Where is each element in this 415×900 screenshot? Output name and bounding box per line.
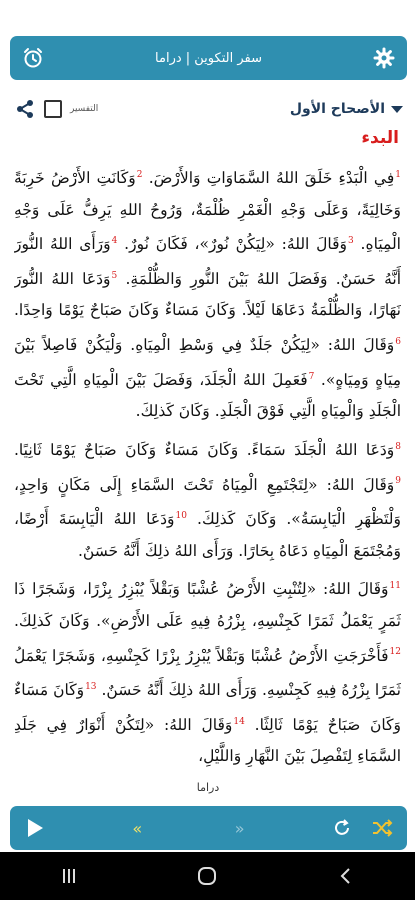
chapter-text	[14, 160, 401, 782]
verse-text: وَدَعَا اللهُ الْجَلَدَ سَمَاءً. وَكَانَ مَسَاءٌ وَكَانَ صَبَاحٌ يَوْمًا ثَانِيًا.	[14, 440, 395, 459]
verse-text: وَقَالَ اللهُ: «لِيَكُنْ نُورٌ»، فَكَانَ نُورٌ.	[117, 235, 348, 254]
verse-number: 4	[111, 236, 118, 247]
tafseer-checkbox[interactable]	[44, 100, 62, 118]
tafseer-label: التفسير	[70, 104, 99, 114]
recent-apps-icon[interactable]	[57, 864, 81, 888]
verse-number: 3	[348, 236, 354, 247]
repeat-icon[interactable]	[329, 815, 355, 841]
verse-number: 9	[395, 476, 401, 487]
verse-text: فَعَمِلَ اللهُ الْجَلَدَ، وَفَصَلَ بَيْنَ الْمِيَاهِ الَّتِي تَحْتَ الْجَلَدِ وَالْمِيَاهِ الَّتِي فَوْقَ الْجَلَدِ. وَكَانَ كَذلِكَ.	[14, 370, 401, 421]
chapter-row	[10, 92, 407, 126]
verse[interactable]	[142, 169, 401, 187]
home-icon[interactable]	[195, 864, 219, 888]
play-icon[interactable]	[22, 815, 48, 841]
gear-icon[interactable]	[373, 47, 395, 69]
chevron-down-icon	[391, 106, 403, 113]
audio-player-bar	[10, 806, 407, 850]
verse-number: 11	[389, 581, 401, 592]
verse-number: 7	[308, 371, 315, 382]
verse-number: 8	[395, 441, 401, 452]
verse[interactable]	[117, 235, 353, 253]
verse-number: 10	[175, 511, 187, 522]
verse-text: وَكَانَتِ الأَرْضُ خَرِبَةً وَخَالِيَةً، وَعَلَى وَجْهِ الْغَمْرِ ظُلْمَةٌ، وَرُوحُ اللهِ يَرِفُّ عَلَى وَجْهِ الْمِيَاهِ.	[14, 169, 401, 254]
verse-number: 12	[389, 647, 401, 658]
verse-text: وَدَعَا اللهُ الْيَابِسَةَ أَرْضًا، وَمُجْتَمَعَ الْمِيَاهِ دَعَاهُ بِحَارًا. وَرَأَى اللهُ ذلِكَ أَنَّهُ حَسَنٌ.	[14, 510, 401, 560]
back-icon[interactable]	[334, 864, 358, 888]
verse-text: فَأَخْرَجَتِ الأَرْضُ عُشْبًا وَبَقْلاً يُبْزِرُ بِزْرًا كَجِنْسِهِ، وَشَجَرًا يَعْمَلُ ثَمَرًا بِزْرُهُ فِيهِ كَجِنْسِهِ. وَرَأَى اللهُ ذلِكَ أَنَّهُ حَسَنٌ.	[14, 646, 401, 700]
next-icon[interactable]: »	[234, 818, 245, 838]
verse-text: فِي الْبَدْءِ خَلَقَ اللهُ السَّمَاوَاتِ وَالأَرْضَ.	[142, 169, 395, 188]
verse-paragraph	[14, 432, 401, 567]
verse-number: 1	[395, 170, 401, 180]
verse-number: 2	[136, 170, 143, 180]
chapter-selector[interactable]	[290, 101, 403, 117]
verse-paragraph	[14, 160, 401, 428]
previous-icon[interactable]: «	[132, 818, 143, 838]
status-bar	[0, 0, 415, 34]
verse-text: وَقَالَ اللهُ: «لِتَجْتَمِعِ الْمِيَاهُ تَحْتَ السَّمَاءِ إِلَى مَكَانٍ وَاحِدٍ، وَلْتَظْهَرِ الْيَابِسَةُ». وَكَانَ كَذلِكَ.	[14, 475, 401, 529]
verse-number: 5	[111, 270, 118, 281]
verse-text: وَقَالَ اللهُ: «لِيَكُنْ جَلَدٌ فِي وَسْطِ الْمِيَاهِ. وَلْيَكُنْ فَاصِلاً بَيْنَ مِيَاهٍ وَمِيَاهٍ».	[14, 336, 401, 389]
verse-paragraph	[14, 571, 401, 773]
verse-text: وَرَأَى اللهُ النُّورَ أَنَّهُ حَسَنٌ. وَفَصَلَ اللهُ بَيْنَ النُّورِ وَالظُّلْمَةِ.	[14, 235, 401, 288]
verse-text: وَكَانَ مَسَاءٌ وَكَانَ صَبَاحٌ يَوْمًا ثَالِثًا.	[14, 681, 401, 734]
verse-number: 14	[233, 716, 245, 727]
page-title: سفر التكوين | دراما	[155, 50, 262, 66]
top-bar	[10, 36, 407, 80]
shuffle-icon[interactable]	[369, 815, 395, 841]
alarm-icon[interactable]	[22, 47, 44, 69]
chapter-title: الأصحاح الأول	[289, 101, 385, 117]
android-nav-bar	[0, 852, 415, 900]
chapter-tools	[14, 98, 98, 120]
verse-text: وَقَالَ اللهُ: «لِتُنْبِتِ الأَرْضُ عُشْبًا وَبَقْلاً يُبْزِرُ بِزْرًا، وَشَجَرًا ذَا ثَمَرٍ يَعْمَلُ ثَمَرًا كَجِنْسِهِ، بِزْرُهُ فِيهِ عَلَى الأَرْضِ». وَكَانَ كَذلِكَ.	[14, 580, 401, 630]
section-title: البدء	[361, 128, 399, 148]
verse-text: وَقَالَ اللهُ: «لِتَكُنْ أَنْوَارٌ فِي جَلَدِ السَّمَاءِ لِتَفْصِلَ بَيْنَ النَّهَارِ وَاللَّيْلِ،	[14, 715, 401, 766]
drama-label: دراما	[182, 778, 234, 798]
verse-number: 6	[395, 336, 401, 347]
verse-number: 13	[85, 682, 97, 693]
share-icon[interactable]	[14, 98, 36, 120]
verse-text: وَدَعَا اللهُ النُّورَ نَهَارًا، وَالظُّلْمَةُ دَعَاهَا لَيْلاً. وَكَانَ مَسَاءٌ وَكَانَ صَبَاحٌ يَوْمًا وَاحِدًا.	[14, 269, 401, 320]
player-extra-controls	[329, 815, 395, 841]
verse[interactable]	[14, 580, 401, 630]
verse[interactable]	[14, 441, 401, 459]
